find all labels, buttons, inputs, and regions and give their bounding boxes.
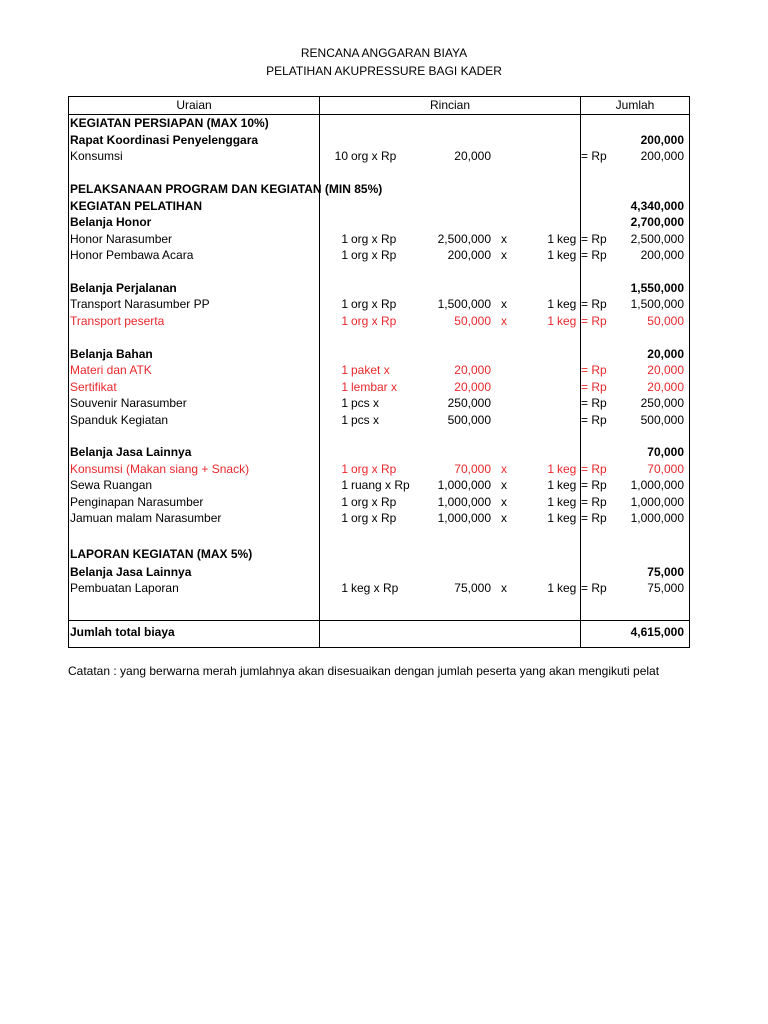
table-row (0, 280, 768, 297)
total-amount: 4,615,000 (630, 625, 684, 639)
cell-price: 1,500,000 (437, 297, 491, 311)
cell-rp: = Rp (581, 396, 607, 410)
cell-unit: keg x Rp (351, 581, 399, 595)
table-row (0, 214, 768, 231)
table-row (0, 477, 768, 494)
table-row (0, 395, 768, 412)
table-row (0, 313, 768, 330)
cell-kq: 1 (547, 248, 554, 262)
total-divider (68, 620, 690, 621)
cell-unit: org x Rp (351, 462, 397, 476)
cell-ku: keg (557, 581, 577, 595)
cell-label: Transport peserta (70, 314, 165, 328)
cell-price: 20,000 (454, 380, 491, 394)
cell-unit: pcs x (351, 413, 380, 427)
cell-label: Sewa Ruangan (70, 478, 153, 492)
cell-rp: = Rp (581, 413, 607, 427)
cell-x: x (501, 478, 507, 492)
cell-price: 20,000 (454, 149, 491, 163)
cell-label: Honor Pembawa Acara (70, 248, 194, 262)
cell-unit: ruang x Rp (351, 478, 410, 492)
table-row (0, 296, 768, 313)
cell-amount: 500,000 (640, 413, 684, 427)
cell-x: x (501, 248, 507, 262)
cell-label: Konsumsi (70, 149, 123, 163)
cell-ku: keg (557, 511, 577, 525)
table-row (0, 444, 768, 461)
cell-ku: keg (557, 478, 577, 492)
cell-label: Penginapan Narasumber (70, 495, 204, 509)
header-jumlah: Jumlah (615, 98, 655, 112)
cell-ku: keg (557, 462, 577, 476)
cell-label: Rapat Koordinasi Penyelenggara (70, 133, 259, 147)
cell-kq: 1 (547, 511, 554, 525)
header-rincian: Rincian (429, 98, 471, 112)
cell-amount: 200,000 (640, 248, 684, 262)
cell-kq: 1 (547, 297, 554, 311)
cell-qty: 1 (341, 314, 348, 328)
cell-label: Belanja Jasa Lainnya (70, 445, 192, 459)
cell-amount: 250,000 (640, 396, 684, 410)
table-row (0, 461, 768, 478)
cell-unit: lembar x (351, 380, 398, 394)
cell-amount: 20,000 (647, 347, 684, 361)
cell-amount: 75,000 (647, 565, 684, 579)
cell-qty: 1 (341, 297, 348, 311)
cell-amount: 75,000 (647, 581, 684, 595)
total-label: Jumlah total biaya (70, 625, 175, 639)
cell-ku: keg (557, 297, 577, 311)
cell-label: Belanja Bahan (70, 347, 153, 361)
cell-qty: 1 (341, 396, 348, 410)
cell-qty: 10 (334, 149, 348, 163)
cell-rp: = Rp (581, 314, 607, 328)
cell-amount: 1,000,000 (630, 511, 684, 525)
table-row (0, 580, 768, 597)
cell-price: 50,000 (454, 314, 491, 328)
cell-amount: 1,000,000 (630, 495, 684, 509)
cell-label: Pembuatan Laporan (70, 581, 179, 595)
cell-rp: = Rp (581, 478, 607, 492)
cell-label: Jamuan malam Narasumber (70, 511, 222, 525)
cell-rp: = Rp (581, 462, 607, 476)
cell-price: 70,000 (454, 462, 491, 476)
cell-label: KEGIATAN PERSIAPAN (MAX 10%) (70, 116, 269, 130)
table-row (0, 412, 768, 429)
cell-price: 2,500,000 (437, 232, 491, 246)
cell-qty: 1 (341, 511, 348, 525)
cell-x: x (501, 232, 507, 246)
table-row (0, 546, 768, 563)
cell-label: PELAKSANAAN PROGRAM DAN KEGIATAN (MIN 85%) (70, 182, 383, 196)
cell-x: x (501, 297, 507, 311)
cell-amount: 200,000 (640, 149, 684, 163)
cell-x: x (501, 581, 507, 595)
cell-price: 1,000,000 (437, 478, 491, 492)
cell-label: Spanduk Kegiatan (70, 413, 169, 427)
table-row (0, 379, 768, 396)
footnote: Catatan : yang berwarna merah jumlahnya akan disesuaikan dengan jumlah peserta yang akan mengikuti pelat (68, 664, 660, 678)
table-row (0, 494, 768, 511)
cell-unit: org x Rp (351, 495, 397, 509)
cell-label: Belanja Honor (70, 215, 152, 229)
cell-label: LAPORAN KEGIATAN (MAX 5%) (70, 547, 253, 561)
cell-label: Belanja Jasa Lainnya (70, 565, 192, 579)
cell-ku: keg (557, 232, 577, 246)
cell-kq: 1 (547, 462, 554, 476)
cell-label: Honor Narasumber (70, 232, 173, 246)
cell-rp: = Rp (581, 297, 607, 311)
cell-label: Materi dan ATK (70, 363, 152, 377)
cell-label: Konsumsi (Makan siang + Snack) (70, 462, 250, 476)
cell-unit: pcs x (351, 396, 380, 410)
cell-price: 500,000 (447, 413, 491, 427)
cell-rp: = Rp (581, 581, 607, 595)
cell-x: x (501, 495, 507, 509)
cell-rp: = Rp (581, 495, 607, 509)
table-row (0, 510, 768, 527)
cell-label: Belanja Perjalanan (70, 281, 177, 295)
cell-x: x (501, 314, 507, 328)
table-row (0, 231, 768, 248)
cell-qty: 1 (341, 495, 348, 509)
cell-qty: 1 (341, 248, 348, 262)
cell-ku: keg (557, 314, 577, 328)
cell-label: KEGIATAN PELATIHAN (70, 199, 202, 213)
cell-price: 200,000 (447, 248, 491, 262)
total-row (0, 624, 768, 641)
document-subtitle: PELATIHAN AKUPRESSURE BAGI KADER (266, 64, 502, 78)
cell-unit: org x Rp (351, 314, 397, 328)
cell-rp: = Rp (581, 363, 607, 377)
cell-amount: 200,000 (640, 133, 684, 147)
cell-unit: org x Rp (351, 248, 397, 262)
cell-kq: 1 (547, 232, 554, 246)
cell-qty: 1 (341, 462, 348, 476)
cell-label: Transport Narasumber PP (70, 297, 210, 311)
cell-amount: 70,000 (647, 445, 684, 459)
cell-rp: = Rp (581, 248, 607, 262)
cell-unit: org x Rp (351, 149, 397, 163)
cell-price: 75,000 (454, 581, 491, 595)
cell-unit: org x Rp (351, 511, 397, 525)
cell-amount: 20,000 (647, 380, 684, 394)
cell-amount: 50,000 (647, 314, 684, 328)
cell-qty: 1 (341, 581, 348, 595)
cell-amount: 70,000 (647, 462, 684, 476)
cell-rp: = Rp (581, 380, 607, 394)
cell-qty: 1 (341, 363, 348, 377)
table-row (0, 132, 768, 149)
cell-amount: 2,700,000 (630, 215, 684, 229)
cell-price: 20,000 (454, 363, 491, 377)
cell-kq: 1 (547, 478, 554, 492)
cell-unit: paket x (351, 363, 390, 377)
table-row (0, 198, 768, 215)
cell-label: Souvenir Narasumber (70, 396, 187, 410)
cell-kq: 1 (547, 314, 554, 328)
cell-ku: keg (557, 248, 577, 262)
cell-x: x (501, 511, 507, 525)
cell-rp: = Rp (581, 232, 607, 246)
cell-amount: 2,500,000 (630, 232, 684, 246)
cell-qty: 1 (341, 478, 348, 492)
cell-unit: org x Rp (351, 232, 397, 246)
table-row (0, 362, 768, 379)
cell-amount: 20,000 (647, 363, 684, 377)
document-title: RENCANA ANGGARAN BIAYA (300, 46, 468, 60)
cell-amount: 4,340,000 (630, 199, 684, 213)
table-row (0, 115, 768, 132)
header-uraian: Uraian (176, 98, 212, 112)
cell-price: 1,000,000 (437, 511, 491, 525)
cell-price: 1,000,000 (437, 495, 491, 509)
cell-qty: 1 (341, 380, 348, 394)
table-row (0, 181, 768, 198)
cell-qty: 1 (341, 413, 348, 427)
cell-rp: = Rp (581, 511, 607, 525)
cell-label: Sertifikat (70, 380, 117, 394)
cell-amount: 1,550,000 (630, 281, 684, 295)
cell-ku: keg (557, 495, 577, 509)
cell-amount: 1,500,000 (630, 297, 684, 311)
cell-price: 250,000 (447, 396, 491, 410)
cell-qty: 1 (341, 232, 348, 246)
cell-amount: 1,000,000 (630, 478, 684, 492)
cell-unit: org x Rp (351, 297, 397, 311)
cell-kq: 1 (547, 581, 554, 595)
cell-rp: = Rp (581, 149, 607, 163)
table-row (0, 346, 768, 363)
table-row (0, 148, 768, 165)
cell-kq: 1 (547, 495, 554, 509)
cell-x: x (501, 462, 507, 476)
table-row (0, 247, 768, 264)
table-row (0, 564, 768, 581)
